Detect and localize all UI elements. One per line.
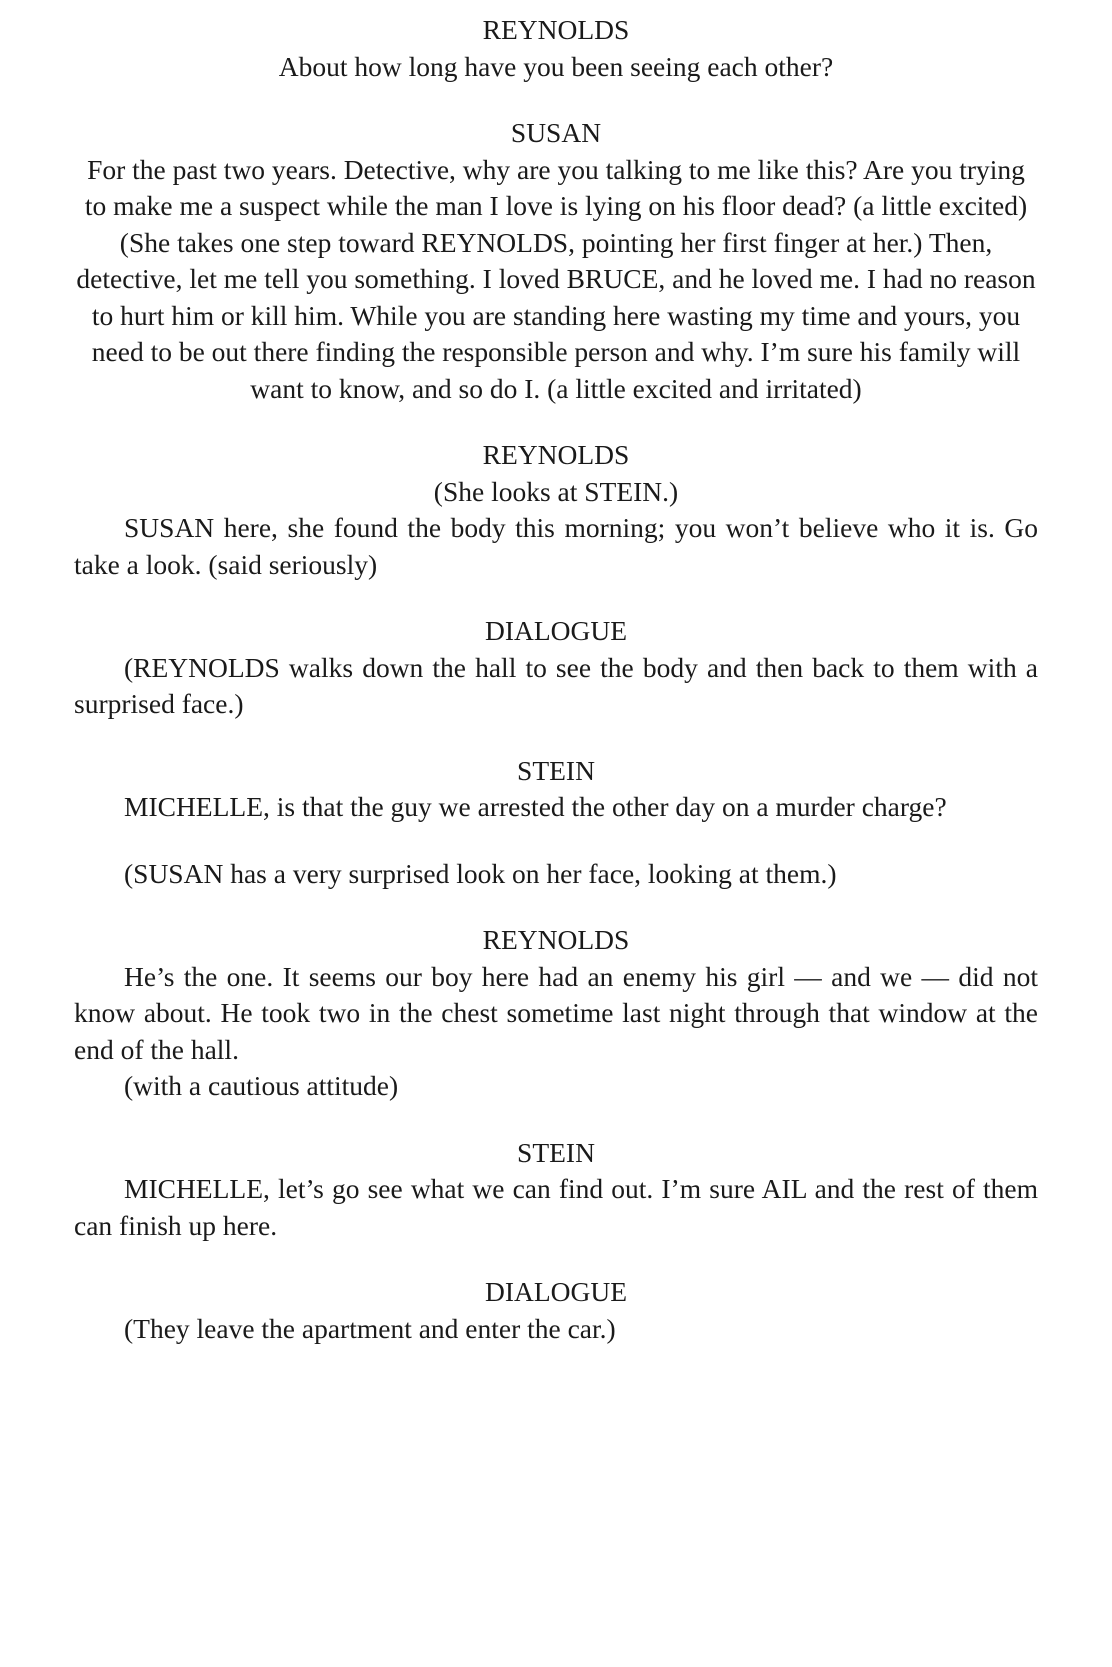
dialogue-block [74, 437, 1038, 583]
stage-direction: (SUSAN has a very surprised look on her face, looking at them.) [124, 857, 837, 889]
dialogue-block [74, 12, 1038, 85]
dialogue-line: For the past two years. Detective, why are you talking to me like this? Are you trying to make me a suspect while the man I love is lying on his floor dead? (a little excited) (She takes one step toward REYNOLDS, pointing her first finger at her.) Then, detective, let me tell you something. I loved BRUCE, and he loved me. I had no reason to hurt him or kill him. While you are standing here wasting my time and yours, you need to be out there finding the responsible person and why. I’m sure his family will want to know, and so do I. (a little excited and irritated) [76, 153, 1036, 404]
speaker-name: REYNOLDS [482, 14, 630, 45]
dialogue-paragraph: (REYNOLDS walks down the hall to see the body and then back to them with a surprised face.) [74, 651, 1038, 719]
dialogue-block [74, 922, 1038, 1105]
dialogue-line: About how long have you been seeing each other? [278, 50, 834, 82]
dialogue-block [74, 613, 1038, 723]
stage-direction: (with a cautious attitude) [124, 1070, 399, 1101]
speaker-name: DIALOGUE [484, 1276, 628, 1307]
speaker-name: REYNOLDS [482, 924, 630, 955]
dialogue-paragraph: He’s the one. It seems our boy here had an enemy his girl — and we — did not know about. He took two in the chest sometime last night through that window at the end of the hall. [74, 960, 1038, 1065]
dialogue-block [74, 115, 1038, 407]
speaker-name: DIALOGUE [484, 615, 628, 646]
dialogue-block [74, 1274, 1038, 1347]
speaker-name: REYNOLDS [482, 439, 630, 470]
dialogue-block [74, 1135, 1038, 1245]
dialogue-paragraph: MICHELLE, is that the guy we arrested the other day on a murder charge? [124, 791, 947, 822]
dialogue-paragraph: SUSAN here, she found the body this morning; you won’t believe who it is. Go take a look. (said seriously) [74, 512, 1038, 580]
dialogue-paragraph: MICHELLE, let’s go see what we can find out. I’m sure AIL and the rest of them can finish up here. [74, 1173, 1038, 1241]
speaker-name: SUSAN [510, 117, 602, 148]
speaker-name: STEIN [517, 754, 595, 786]
stage-direction: (She looks at STEIN.) [433, 475, 679, 507]
dialogue-paragraph: (They leave the apartment and enter the car.) [124, 1312, 616, 1344]
stage-direction-block [74, 856, 1038, 893]
script-page [74, 12, 1038, 1377]
dialogue-block [74, 753, 1038, 826]
speaker-name: STEIN [517, 1136, 595, 1168]
